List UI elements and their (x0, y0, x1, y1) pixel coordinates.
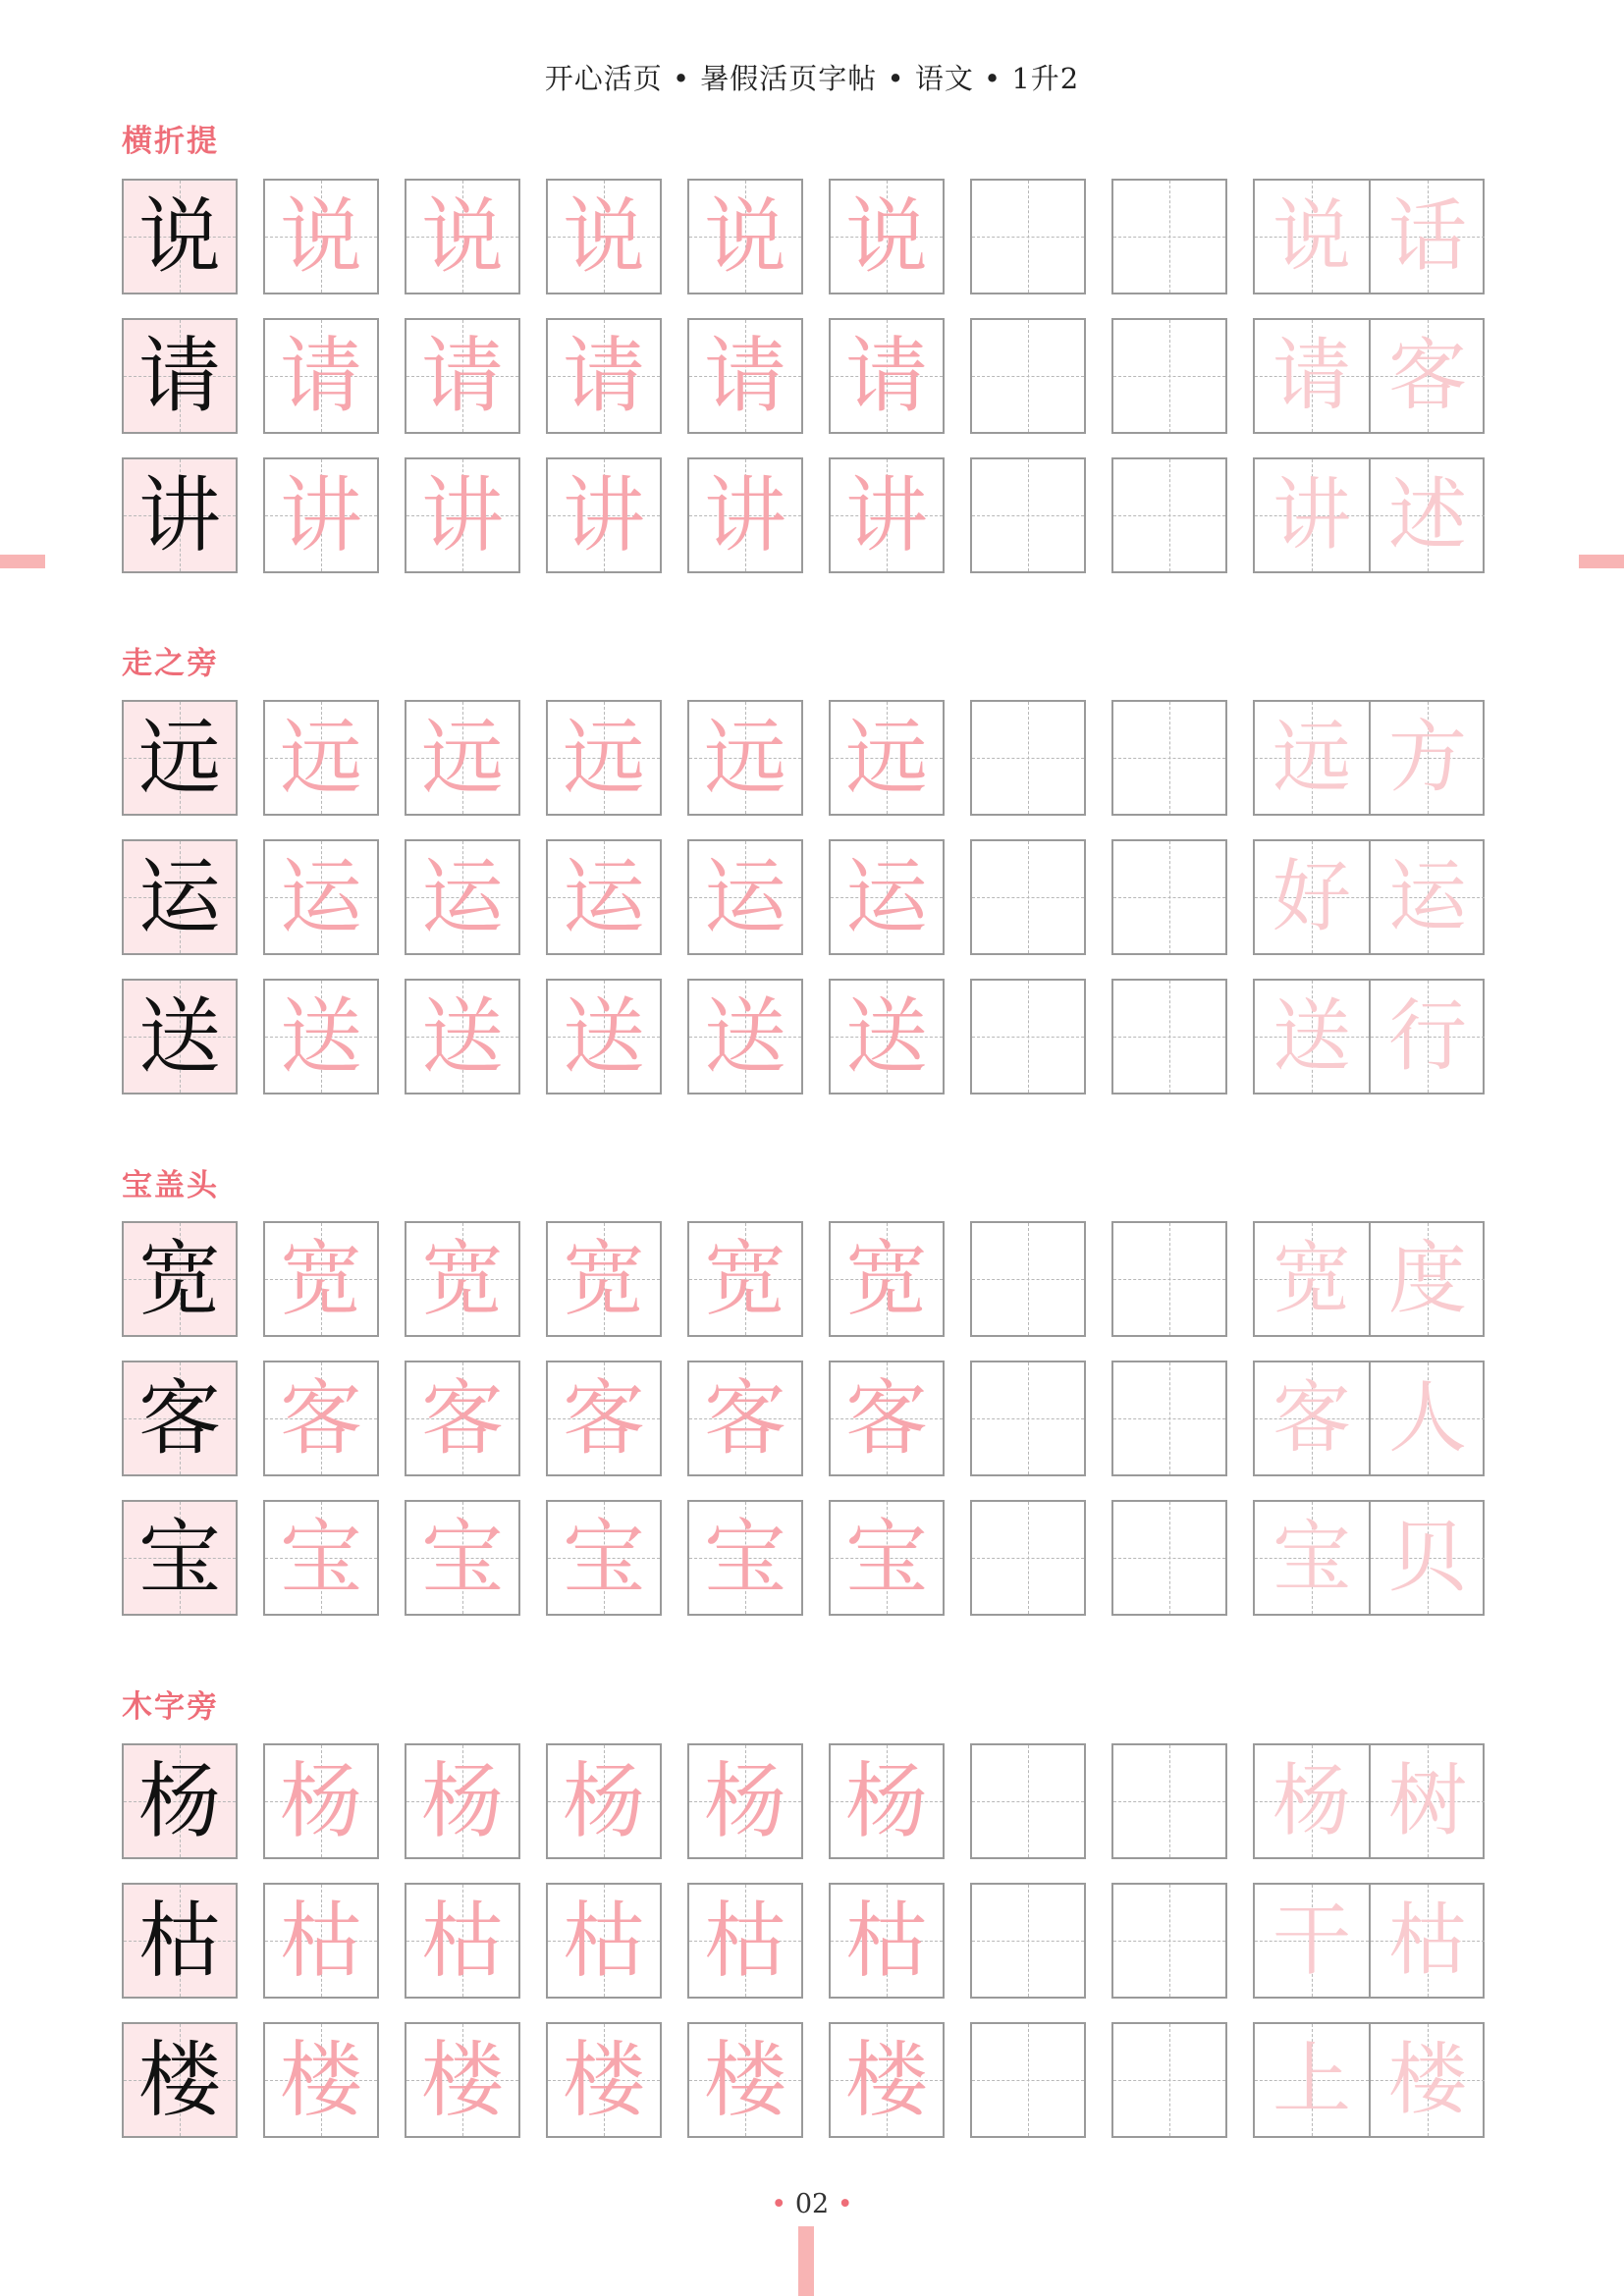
model-character: 运 (137, 849, 221, 945)
trace-character-cell[interactable] (829, 1883, 945, 1999)
blank-writing-cell[interactable] (970, 1883, 1086, 1999)
word-character-cell (1371, 702, 1485, 814)
word-character-cell (1371, 1223, 1485, 1335)
model-character-cell (122, 318, 238, 434)
trace-character: 请 (562, 328, 645, 424)
word-character-cell (1255, 841, 1371, 953)
trace-character: 讲 (562, 467, 645, 563)
word-character-cell (1371, 1885, 1485, 1997)
word-character-cell (1255, 702, 1371, 814)
trace-character-cell[interactable] (546, 179, 662, 294)
footer-dot-right: • (837, 2189, 853, 2219)
trace-character-cell[interactable] (546, 700, 662, 816)
word-practice-box[interactable] (1253, 1221, 1485, 1337)
trace-character-cell[interactable] (405, 839, 520, 955)
trace-character-cell[interactable] (405, 2022, 520, 2138)
trace-character: 杨 (279, 1753, 362, 1849)
word-practice-box[interactable] (1253, 1743, 1485, 1859)
trace-character: 宽 (703, 1231, 786, 1327)
model-character: 送 (137, 988, 221, 1085)
word-character: 树 (1388, 1755, 1467, 1846)
trace-character: 运 (562, 849, 645, 945)
trace-character-cell[interactable] (263, 179, 379, 294)
model-character: 说 (137, 188, 221, 285)
word-character: 楼 (1388, 2034, 1467, 2125)
word-character: 好 (1272, 851, 1351, 942)
trace-character-cell[interactable] (687, 457, 803, 573)
trace-character-cell[interactable] (546, 1500, 662, 1616)
trace-character: 客 (703, 1370, 786, 1467)
blank-writing-cell[interactable] (1111, 1500, 1227, 1616)
trace-character: 远 (703, 710, 786, 806)
word-practice-box[interactable] (1253, 979, 1485, 1095)
footer-dot-left: • (771, 2189, 787, 2219)
trace-character: 送 (562, 988, 645, 1085)
trace-character: 请 (703, 328, 786, 424)
model-character: 讲 (137, 467, 221, 563)
trace-character: 远 (844, 710, 928, 806)
model-character-cell (122, 1883, 238, 1999)
trace-character-cell[interactable] (405, 1883, 520, 1999)
word-character-cell (1371, 841, 1485, 953)
trace-character: 杨 (562, 1753, 645, 1849)
trace-character: 杨 (844, 1753, 928, 1849)
page-header: 开心活页 • 暑假活页字帖 • 语文 • 1升2 (544, 62, 1080, 95)
trace-character-cell[interactable] (263, 2022, 379, 2138)
trace-character-cell[interactable] (546, 1883, 662, 1999)
trace-character-cell[interactable] (405, 318, 520, 434)
word-character-cell (1255, 981, 1371, 1093)
trace-character-cell[interactable] (829, 457, 945, 573)
word-character-cell (1255, 1885, 1371, 1997)
trace-character-cell[interactable] (405, 457, 520, 573)
trace-character: 枯 (420, 1893, 504, 1989)
trace-character-cell[interactable] (687, 1361, 803, 1476)
trace-character-cell[interactable] (687, 700, 803, 816)
word-character-cell (1371, 1745, 1485, 1857)
word-character-cell (1371, 459, 1485, 571)
trace-character-cell[interactable] (829, 1743, 945, 1859)
word-practice-box[interactable] (1253, 179, 1485, 294)
trace-character-cell[interactable] (405, 1361, 520, 1476)
word-character-cell (1371, 320, 1485, 432)
model-character: 杨 (137, 1753, 221, 1849)
word-character: 客 (1272, 1372, 1351, 1464)
blank-writing-cell[interactable] (970, 318, 1086, 434)
word-character: 方 (1388, 712, 1467, 803)
trace-character: 枯 (844, 1893, 928, 1989)
word-character: 枯 (1388, 1895, 1467, 1986)
trace-character: 说 (844, 188, 928, 285)
word-character: 人 (1388, 1372, 1467, 1464)
trace-character-cell[interactable] (829, 318, 945, 434)
word-practice-box[interactable] (1253, 839, 1485, 955)
trace-character: 宝 (279, 1510, 362, 1606)
word-character-cell (1255, 181, 1371, 293)
trace-character: 客 (279, 1370, 362, 1467)
word-character: 度 (1388, 1233, 1467, 1324)
word-character: 送 (1272, 990, 1351, 1082)
blank-writing-cell[interactable] (1111, 700, 1227, 816)
trace-character: 讲 (279, 467, 362, 563)
word-practice-box[interactable] (1253, 2022, 1485, 2138)
trace-character: 讲 (420, 467, 504, 563)
trace-character-cell[interactable] (405, 1743, 520, 1859)
word-character: 话 (1388, 190, 1467, 282)
trace-character-cell[interactable] (546, 318, 662, 434)
trace-character: 楼 (279, 2032, 362, 2128)
blank-writing-cell[interactable] (970, 457, 1086, 573)
trace-character: 杨 (420, 1753, 504, 1849)
trace-character: 客 (420, 1370, 504, 1467)
section-title: 横折提 (122, 124, 219, 159)
word-character: 干 (1272, 1895, 1351, 1986)
model-character-cell (122, 1221, 238, 1337)
word-character: 运 (1388, 851, 1467, 942)
left-margin-mark (0, 555, 45, 568)
trace-character: 送 (279, 988, 362, 1085)
trace-character-cell[interactable] (546, 457, 662, 573)
word-character: 宽 (1272, 1233, 1351, 1324)
trace-character: 宝 (844, 1510, 928, 1606)
blank-writing-cell[interactable] (970, 1361, 1086, 1476)
word-character: 远 (1272, 712, 1351, 803)
trace-character-cell[interactable] (829, 979, 945, 1095)
trace-character: 讲 (703, 467, 786, 563)
trace-character-cell[interactable] (263, 318, 379, 434)
trace-character: 枯 (562, 1893, 645, 1989)
trace-character-cell[interactable] (829, 1361, 945, 1476)
word-practice-box[interactable] (1253, 457, 1485, 573)
trace-character: 宽 (279, 1231, 362, 1327)
trace-character: 请 (844, 328, 928, 424)
trace-character-cell[interactable] (405, 1221, 520, 1337)
word-character-cell (1255, 320, 1371, 432)
model-character: 远 (137, 710, 221, 806)
trace-character-cell[interactable] (546, 2022, 662, 2138)
trace-character-cell[interactable] (829, 700, 945, 816)
trace-character-cell[interactable] (687, 1883, 803, 1999)
blank-writing-cell[interactable] (970, 179, 1086, 294)
word-character-cell (1255, 1362, 1371, 1474)
blank-writing-cell[interactable] (970, 1500, 1086, 1616)
word-practice-box[interactable] (1253, 1361, 1485, 1476)
model-character-cell (122, 839, 238, 955)
trace-character: 运 (844, 849, 928, 945)
blank-writing-cell[interactable] (970, 1743, 1086, 1859)
trace-character-cell[interactable] (687, 839, 803, 955)
trace-character-cell[interactable] (263, 457, 379, 573)
trace-character-cell[interactable] (687, 1221, 803, 1337)
trace-character: 宽 (562, 1231, 645, 1327)
trace-character-cell[interactable] (263, 1221, 379, 1337)
word-character-cell (1255, 459, 1371, 571)
trace-character-cell[interactable] (829, 179, 945, 294)
trace-character: 楼 (420, 2032, 504, 2128)
word-character-cell (1255, 2024, 1371, 2136)
word-character: 说 (1272, 190, 1351, 282)
blank-writing-cell[interactable] (1111, 1221, 1227, 1337)
word-character: 宝 (1272, 1512, 1351, 1603)
model-character-cell (122, 2022, 238, 2138)
trace-character: 杨 (703, 1753, 786, 1849)
word-character-cell (1371, 2024, 1485, 2136)
word-practice-box[interactable] (1253, 700, 1485, 816)
word-character-cell (1371, 181, 1485, 293)
trace-character-cell[interactable] (687, 1500, 803, 1616)
trace-character: 客 (844, 1370, 928, 1467)
blank-writing-cell[interactable] (970, 839, 1086, 955)
page-footer (0, 2189, 1624, 2219)
trace-character: 楼 (562, 2032, 645, 2128)
model-character-cell (122, 179, 238, 294)
word-practice-box[interactable] (1253, 318, 1485, 434)
trace-character-cell[interactable] (263, 1743, 379, 1859)
page-number: 02 (794, 2189, 830, 2219)
trace-character-cell[interactable] (687, 1743, 803, 1859)
trace-character: 客 (562, 1370, 645, 1467)
model-character-cell (122, 1500, 238, 1616)
trace-character: 运 (420, 849, 504, 945)
word-character-cell (1371, 981, 1485, 1093)
trace-character: 送 (703, 988, 786, 1085)
model-character-cell (122, 1361, 238, 1476)
model-character: 枯 (137, 1893, 221, 1989)
trace-character-cell[interactable] (263, 700, 379, 816)
trace-character: 宝 (562, 1510, 645, 1606)
model-character: 客 (137, 1370, 221, 1467)
trace-character: 请 (420, 328, 504, 424)
trace-character: 楼 (703, 2032, 786, 2128)
trace-character-cell[interactable] (546, 839, 662, 955)
word-character-cell (1255, 1745, 1371, 1857)
right-margin-mark (1579, 555, 1624, 568)
trace-character-cell[interactable] (687, 2022, 803, 2138)
trace-character-cell[interactable] (405, 179, 520, 294)
trace-character: 远 (420, 710, 504, 806)
blank-writing-cell[interactable] (1111, 318, 1227, 434)
word-character-cell (1255, 1502, 1371, 1614)
trace-character: 说 (279, 188, 362, 285)
blank-writing-cell[interactable] (970, 2022, 1086, 2138)
trace-character-cell[interactable] (263, 839, 379, 955)
blank-writing-cell[interactable] (1111, 457, 1227, 573)
trace-character-cell[interactable] (829, 839, 945, 955)
blank-writing-cell[interactable] (970, 979, 1086, 1095)
blank-writing-cell[interactable] (970, 700, 1086, 816)
blank-writing-cell[interactable] (1111, 979, 1227, 1095)
blank-writing-cell[interactable] (1111, 1743, 1227, 1859)
trace-character: 远 (279, 710, 362, 806)
trace-character: 楼 (844, 2032, 928, 2128)
blank-writing-cell[interactable] (1111, 179, 1227, 294)
model-character-cell (122, 979, 238, 1095)
model-character: 宽 (137, 1231, 221, 1327)
trace-character: 枯 (703, 1893, 786, 1989)
blank-writing-cell[interactable] (1111, 1361, 1227, 1476)
trace-character: 说 (562, 188, 645, 285)
trace-character: 讲 (844, 467, 928, 563)
trace-character: 送 (844, 988, 928, 1085)
blank-writing-cell[interactable] (970, 1221, 1086, 1337)
model-character-cell (122, 1743, 238, 1859)
section-title: 宝盖头 (122, 1168, 219, 1203)
trace-character-cell[interactable] (687, 179, 803, 294)
word-character: 讲 (1272, 469, 1351, 561)
model-character: 请 (137, 328, 221, 424)
footer-bar (798, 2226, 814, 2296)
word-character: 述 (1388, 469, 1467, 561)
trace-character: 说 (420, 188, 504, 285)
trace-character-cell[interactable] (405, 1500, 520, 1616)
trace-character: 运 (703, 849, 786, 945)
word-character-cell (1371, 1362, 1485, 1474)
model-character-cell (122, 700, 238, 816)
trace-character: 请 (279, 328, 362, 424)
trace-character-cell[interactable] (263, 979, 379, 1095)
section-title: 木字旁 (122, 1689, 219, 1725)
trace-character: 送 (420, 988, 504, 1085)
blank-writing-cell[interactable] (1111, 2022, 1227, 2138)
trace-character: 说 (703, 188, 786, 285)
model-character: 楼 (137, 2032, 221, 2128)
blank-writing-cell[interactable] (1111, 1883, 1227, 1999)
trace-character-cell[interactable] (829, 2022, 945, 2138)
trace-character-cell[interactable] (687, 318, 803, 434)
trace-character-cell[interactable] (546, 1361, 662, 1476)
model-character-cell (122, 457, 238, 573)
word-practice-box[interactable] (1253, 1500, 1485, 1616)
word-character-cell (1371, 1502, 1485, 1614)
trace-character-cell[interactable] (829, 1500, 945, 1616)
model-character: 宝 (137, 1510, 221, 1606)
word-character: 行 (1388, 990, 1467, 1082)
trace-character: 枯 (279, 1893, 362, 1989)
trace-character-cell[interactable] (263, 1500, 379, 1616)
trace-character-cell[interactable] (546, 979, 662, 1095)
trace-character-cell[interactable] (546, 1221, 662, 1337)
trace-character-cell[interactable] (405, 979, 520, 1095)
word-character: 贝 (1388, 1512, 1467, 1603)
word-character: 上 (1272, 2034, 1351, 2125)
trace-character-cell[interactable] (263, 1883, 379, 1999)
word-character-cell (1255, 1223, 1371, 1335)
trace-character-cell[interactable] (687, 979, 803, 1095)
trace-character-cell[interactable] (405, 700, 520, 816)
trace-character: 运 (279, 849, 362, 945)
trace-character: 宝 (703, 1510, 786, 1606)
trace-character-cell[interactable] (829, 1221, 945, 1337)
trace-character: 宽 (844, 1231, 928, 1327)
word-character: 请 (1272, 330, 1351, 421)
word-character: 杨 (1272, 1755, 1351, 1846)
section-title: 走之旁 (122, 646, 219, 681)
word-character: 客 (1388, 330, 1467, 421)
trace-character-cell[interactable] (546, 1743, 662, 1859)
trace-character: 宝 (420, 1510, 504, 1606)
trace-character: 远 (562, 710, 645, 806)
word-practice-box[interactable] (1253, 1883, 1485, 1999)
blank-writing-cell[interactable] (1111, 839, 1227, 955)
trace-character: 宽 (420, 1231, 504, 1327)
trace-character-cell[interactable] (263, 1361, 379, 1476)
